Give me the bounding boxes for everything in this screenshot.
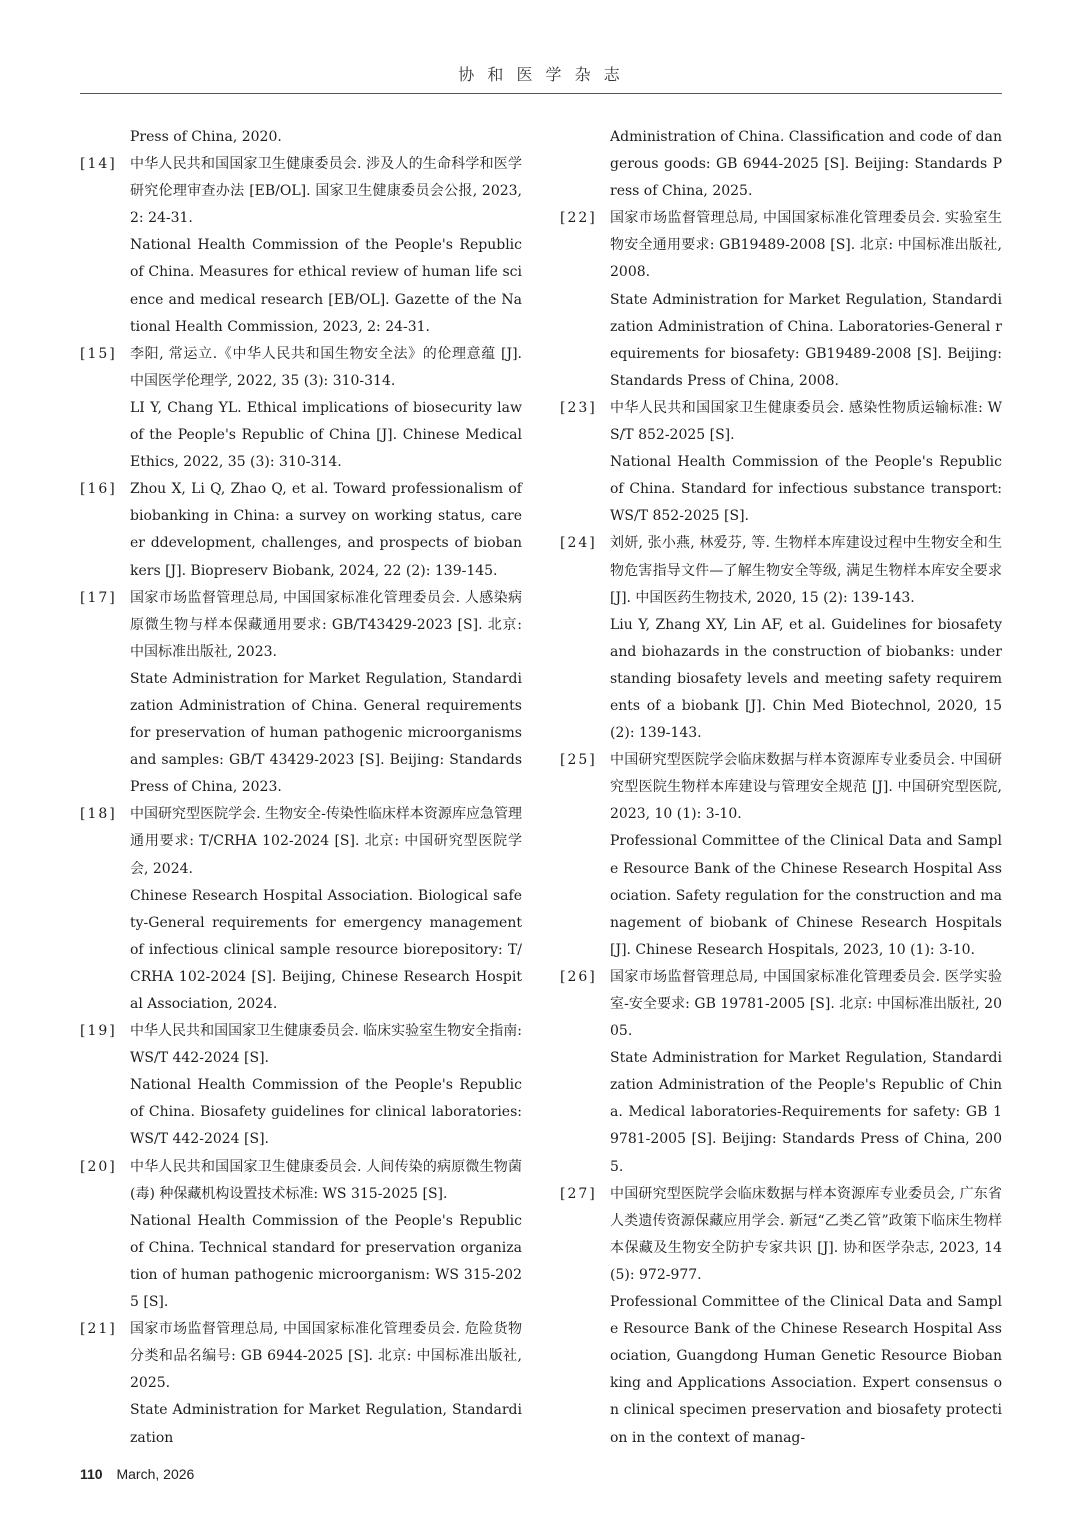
reference-text-english: State Administration for Market Regulation, Standardization [130,1402,522,1446]
reference-entry [80,151,522,341]
reference-number: [22] [560,210,597,227]
reference-text-chinese: 国家市场监督管理总局, 中国国家标准化管理委员会. 人感染病原微生物与样本保藏通用要求: GB/T43429-2023 [S]. 北京: 中国标准出版社, 2023. [130,589,522,660]
reference-entry [80,1018,522,1153]
reference-text-english: Administration of China. Classification and code of dangerous goods: GB 6944-2025 [S]. Beijing: Standards Press of China, 2025. [610,129,1002,200]
reference-text-chinese: 中国研究型医院学会. 生物安全-传染性临床样本资源库应急管理通用要求: T/CRHA 102-2024 [S]. 北京: 中国研究型医院学会, 2024. [130,806,522,877]
header-divider [80,93,1002,94]
reference-entry [80,801,522,1018]
reference-text-english: State Administration for Market Regulation, Standardization Administration of China. Laboratories-General requirements for biosafety: GB19489-2008 [S]. Beijing: Standards Press of China, 2008. [610,291,1002,389]
reference-number: [15] [80,345,117,362]
issue-date: March, 2026 [116,1466,195,1482]
reference-text-english: National Health Commission of the People's Republic of China. Technical standard for preservation organization of human pathogenic microorganism: WS 315-2025 [S]. [130,1212,522,1311]
reference-entry [80,476,522,584]
reference-text-english: Liu Y, Zhang XY, Lin AF, et al. Guidelines for biosafety and biohazards in the construction of biobanks: understanding biosafety levels and meeting safety requirements of a biobank [J]. Chin Med Biotechnol, 2020, 15 (2): 139-143. [610,616,1002,742]
reference-entry [560,964,1002,1181]
reference-text-chinese: 李阳, 常运立.《中华人民共和国生物安全法》的伦理意蕴 [J]. 中国医学伦理学, 2022, 35 (3): 310-314. [130,345,522,389]
reference-number: [20] [80,1158,117,1175]
reference-number: [27] [560,1185,597,1202]
reference-text-chinese: 国家市场监督管理总局, 中国国家标准化管理委员会. 实验室生物安全通用要求: GB19489-2008 [S]. 北京: 中国标准出版社, 2008. [610,210,1002,281]
reference-entry [560,205,1002,395]
reference-entry [560,530,1002,747]
reference-entry [560,395,1002,530]
right-reference-column [560,124,1002,1452]
reference-number: [18] [80,806,117,823]
reference-text-chinese: 中国研究型医院学会临床数据与样本资源库专业委员会. 中国研究型医院生物样本库建设与管理安全规范 [J]. 中国研究型医院, 2023, 10 (1): 3-10. [610,752,1002,823]
reference-text-chinese: 中国研究型医院学会临床数据与样本资源库专业委员会, 广东省人类遗传资源保藏应用学会. 新冠“乙类乙管”政策下临床生物样本保藏及生物安全防护专家共识 [J]. 协和医学杂志, 2023, 14 (5): 972-977. [610,1185,1002,1283]
reference-number: [14] [80,156,117,173]
reference-text-chinese: 国家市场监督管理总局, 中国国家标准化管理委员会. 医学实验室-安全要求: GB 19781-2005 [S]. 北京: 中国标准出版社, 2005. [610,968,1002,1040]
page-number: 110 [80,1466,103,1482]
reference-text-english: Press of China, 2020. [130,129,282,145]
reference-text-chinese: 刘妍, 张小燕, 林爱芬, 等. 生物样本库建设过程中生物安全和生物危害指导文件—了解生物安全等级, 满足生物样本库安全要求 [J]. 中国医药生物技术, 2020, 15 (2): 139-143. [610,535,1002,606]
reference-text-english: Professional Committee of the Clinical Data and Sample Resource Bank of the Chinese Research Hospital Association, Guangdong Human Genetic Resource Biobanking and Applications Association. Expert consensus on clinical specimen preservation and biosafety protection in the context of manag- [610,1294,1002,1446]
reference-text-chinese: 中华人民共和国国家卫生健康委员会. 涉及人的生命科学和医学研究伦理审查办法 [EB/OL]. 国家卫生健康委员会公报, 2023, 2: 24-31. [130,156,522,227]
reference-text-chinese: 中华人民共和国国家卫生健康委员会. 人间传染的病原微生物菌 (毒) 种保藏机构设置技术标准: WS 315-2025 [S]. [130,1158,522,1202]
reference-entry [560,1181,1002,1452]
reference-entry [80,1154,522,1317]
reference-text-english: State Administration for Market Regulation, Standardization Administration of the People's Republic of China. Medical laboratories-Requirements for safety: GB 19781-2005 [S]. Beijing: Standards Press of China, 2005. [610,1050,1002,1175]
reference-text-english: National Health Commission of the People's Republic of China. Biosafety guidelines for clinical laboratories: WS/T 442-2024 [S]. [130,1077,522,1148]
reference-text-chinese: 国家市场监督管理总局, 中国国家标准化管理委员会. 危险货物分类和品名编号: GB 6944-2025 [S]. 北京: 中国标准出版社, 2025. [130,1321,522,1392]
reference-text-english: National Health Commission of the People's Republic of China. Standard for infectious substance transport: WS/T 852-2025 [S]. [610,454,1002,525]
reference-number: [24] [560,535,597,552]
reference-entry [80,341,522,476]
reference-number: [25] [560,752,597,769]
left-reference-column [80,124,522,1452]
reference-text-english: State Administration for Market Regulation, Standardization Administration of China. General requirements for preservation of human pathogenic microorganisms and samples: GB/T 43429-2023 [S]. Beijing: Standards Press of China, 2023. [130,670,522,796]
reference-number: [26] [560,968,597,985]
reference-number: [23] [560,399,597,416]
reference-text-english: LI Y, Chang YL. Ethical implications of biosecurity law of the People's Republic of China [J]. Chinese Medical Ethics, 2022, 35 (3): 310-314. [130,399,522,471]
reference-entry [80,585,522,802]
reference-text-english: Chinese Research Hospital Association. Biological safety-General requirements for emergency management of infectious clinical sample resource biorepository: T/CRHA 102-2024 [S]. Beijing, Chinese Research Hospital Association, 2024. [130,887,522,1012]
reference-number: [21] [80,1321,117,1338]
reference-number: [17] [80,589,117,606]
reference-text-english: Zhou X, Li Q, Zhao Q, et al. Toward professionalism of biobanking in China: a survey on working status, career ddevelopment, challenges, and prospects of biobankers [J]. Biopreserv Biobank, 2024, 22 (2): 139-145. [130,481,522,579]
reference-text-chinese: 中华人民共和国国家卫生健康委员会. 临床实验室生物安全指南: WS/T 442-2024 [S]. [130,1023,522,1067]
reference-entry [560,747,1002,964]
reference-number: [16] [80,481,117,498]
reference-text-english: National Health Commission of the People's Republic of China. Measures for ethical review of human life science and medical research [EB/OL]. Gazette of the National Health Commission, 2023, 2: 24-31. [130,237,522,335]
reference-text-english: Professional Committee of the Clinical Data and Sample Resource Bank of the Chinese Research Hospital Association. Safety regulation for the construction and management of biobank of Chinese Research Hospitals [J]. Chinese Research Hospitals, 2023, 10 (1): 3-10. [610,833,1002,958]
page-footer [80,1466,194,1482]
reference-text-chinese: 中华人民共和国国家卫生健康委员会. 感染性物质运输标准: WS/T 852-2025 [S]. [610,399,1002,444]
reference-entry [560,124,1002,205]
reference-number: [19] [80,1023,117,1040]
reference-entry [80,1316,522,1451]
journal-header: 协 和 医 学 杂 志 [458,65,624,84]
reference-entry [80,124,522,151]
